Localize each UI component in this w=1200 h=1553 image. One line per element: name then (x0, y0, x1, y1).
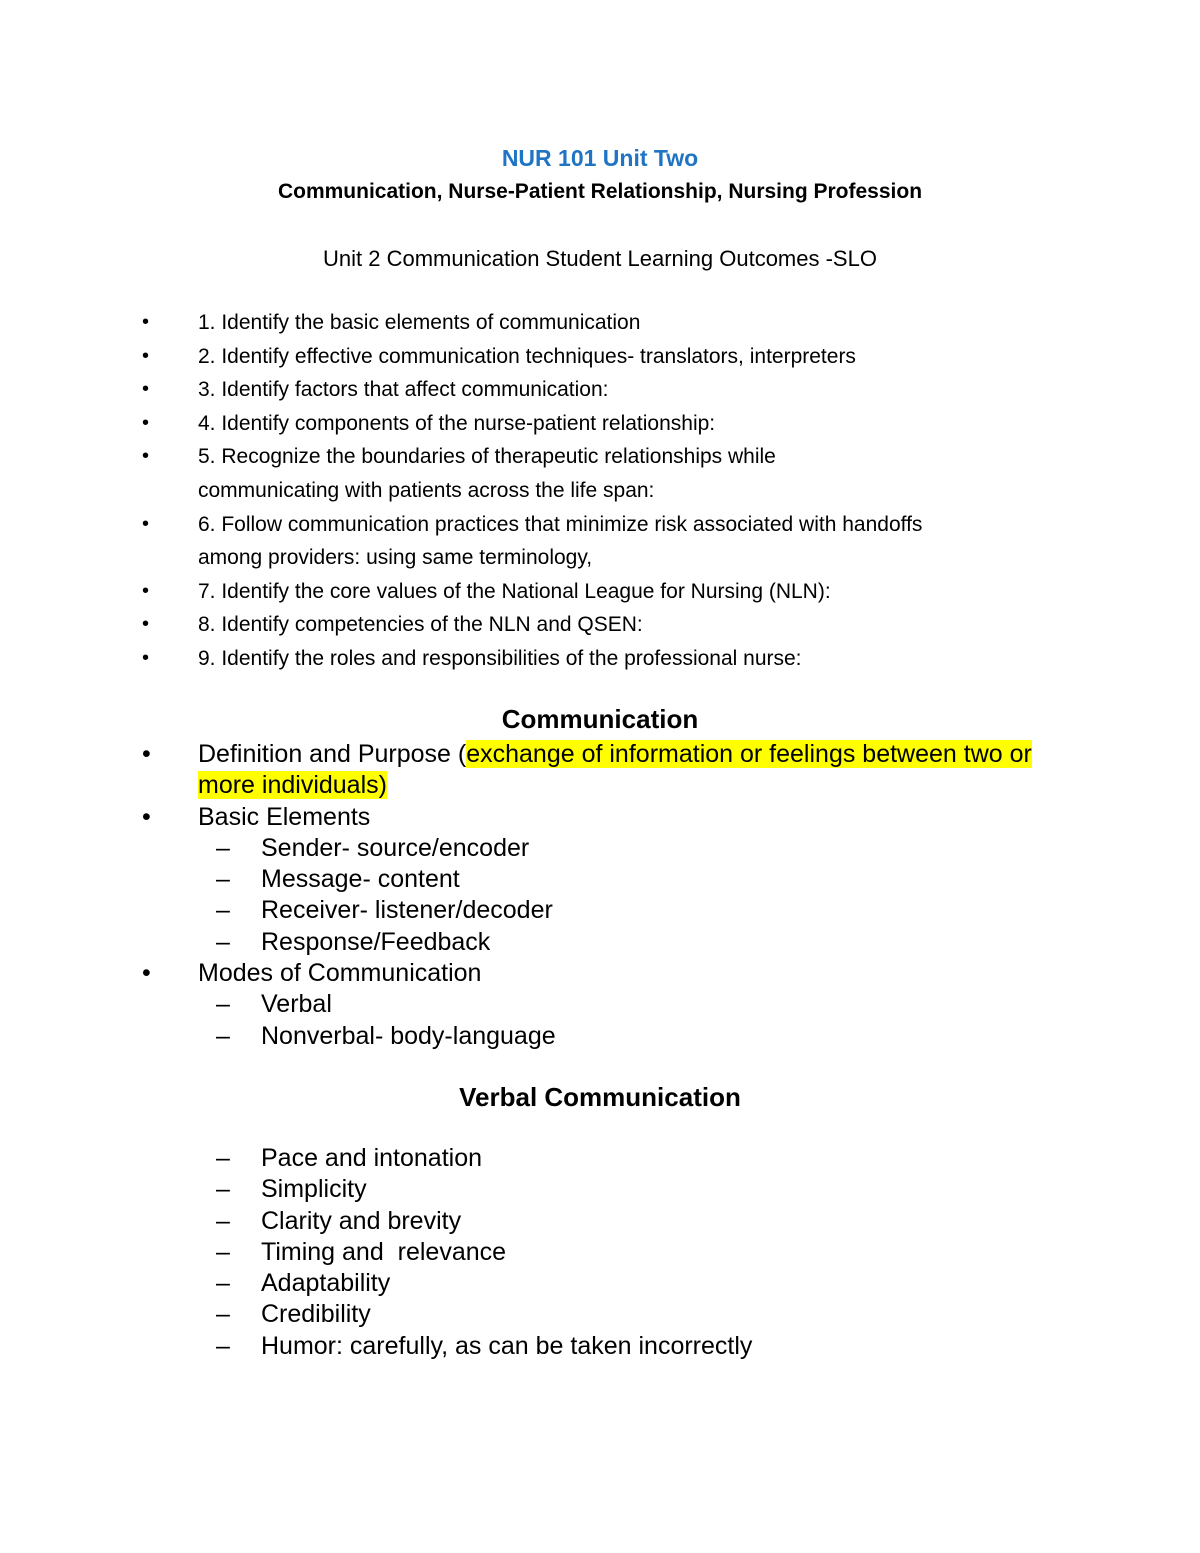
bullet-icon: • (142, 344, 150, 367)
verbal-item: – Humor: carefully, as can be taken incorrectly (0, 1331, 1041, 1362)
dash-icon: – (216, 833, 230, 862)
verbal-heading: Verbal Communication (459, 1082, 741, 1112)
slo-item-2: • 2. Identify effective communication techniques- translators, interpreters (0, 340, 1018, 374)
dash-icon: – (216, 896, 230, 925)
bullet-icon: • (142, 378, 150, 401)
mode-verbal: – Verbal (0, 989, 1041, 1020)
dash-icon: – (216, 1237, 230, 1266)
bullet-icon: • (142, 579, 150, 602)
dash-icon: – (216, 1206, 230, 1235)
slo-item-7: • 7. Identify the core values of the National League for Nursing (NLN): (0, 575, 1018, 609)
verbal-item: – Adaptability (0, 1268, 1041, 1299)
dash-icon: – (216, 990, 230, 1019)
bullet-icon: • (142, 959, 151, 988)
slo-item-1: • 1. Identify the basic elements of communication (0, 306, 1018, 340)
dash-icon: – (216, 927, 230, 956)
communication-heading: Communication (501, 704, 699, 734)
bullet-icon: • (142, 445, 150, 468)
verbal-item: – Pace and intonation (0, 1143, 1041, 1174)
bullet-icon: • (142, 740, 151, 768)
verbal-item: – Credibility (0, 1299, 1041, 1330)
slo-heading: Unit 2 Communication Student Learning Outcomes -SLO (323, 246, 877, 271)
document-title: NUR 101 Unit Two (501, 145, 699, 171)
dash-icon: – (216, 1144, 230, 1172)
slo-item-5: • 5. Recognize the boundaries of therapeutic relationships while communicating with patients across the life span: (0, 440, 898, 507)
verbal-item: – Clarity and brevity (0, 1206, 1041, 1237)
dash-icon: – (216, 1175, 230, 1204)
basic-element-receiver: – Receiver- listener/decoder (0, 895, 1041, 926)
verbal-list (0, 1143, 1200, 1362)
dash-icon: – (216, 1331, 230, 1360)
slo-item-3: • 3. Identify factors that affect communication: (0, 373, 1018, 407)
verbal-item: – Simplicity (0, 1174, 1041, 1205)
dash-icon: – (216, 1021, 230, 1050)
communication-list (0, 739, 1200, 1052)
basic-element-sender: – Sender- source/encoder (0, 833, 1041, 864)
basic-element-message: – Message- content (0, 864, 1041, 895)
slo-list (0, 306, 1200, 676)
basic-elements-item: • Basic Elements (0, 802, 1038, 833)
document-subtitle: Communication, Nurse-Patient Relationship, Nursing Profession (277, 180, 923, 203)
slo-item-4: • 4. Identify components of the nurse-patient relationship: (0, 407, 1018, 441)
slo-item-8: • 8. Identify competencies of the NLN and QSEN: (0, 608, 1018, 642)
bullet-icon: • (142, 646, 150, 669)
mode-nonverbal: – Nonverbal- body-language (0, 1021, 1041, 1052)
bullet-icon: • (142, 613, 150, 636)
definition-label: Definition and Purpose ( (198, 740, 467, 768)
verbal-item: – Timing and relevance (0, 1237, 1041, 1268)
dash-icon: – (216, 1300, 230, 1329)
definition-item (0, 739, 1038, 802)
slo-item-6: • 6. Follow communication practices that minimize risk associated with handoffs among providers: using same terminology, (0, 508, 978, 575)
slo-item-9: • 9. Identify the roles and responsibilities of the professional nurse: (0, 642, 1018, 676)
definition-highlight: exchange of information or feelings between two or more individuals) (198, 740, 1032, 800)
basic-element-response: – Response/Feedback (0, 927, 1041, 958)
bullet-icon: • (142, 411, 150, 434)
bullet-icon: • (142, 311, 150, 333)
modes-item: • Modes of Communication (0, 958, 1038, 989)
dash-icon: – (216, 865, 230, 894)
dash-icon: – (216, 1269, 230, 1298)
bullet-icon: • (142, 802, 151, 831)
bullet-icon: • (142, 512, 150, 535)
